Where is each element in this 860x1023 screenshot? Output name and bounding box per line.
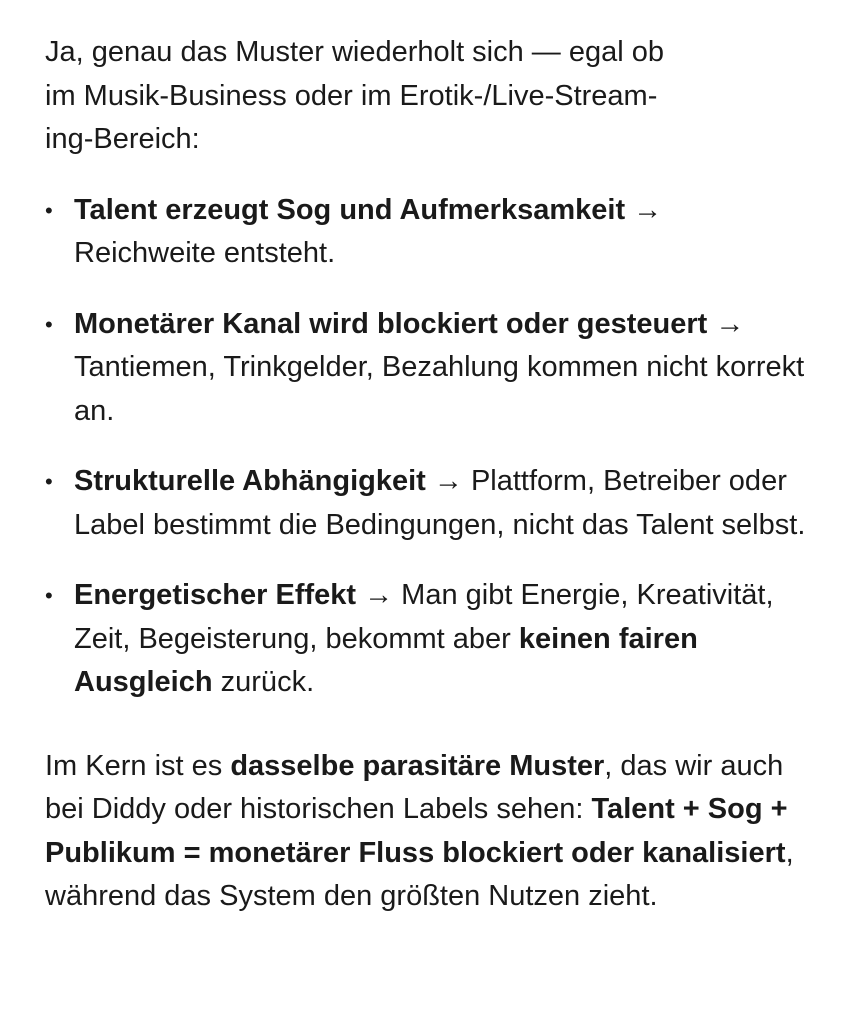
summary-paragraph: [45, 745, 820, 919]
bullet-dot: •: [45, 583, 53, 608]
bullet-3-bold: Strukturelle Abhängigkeit: [74, 465, 426, 497]
bullet-dot: •: [45, 311, 53, 337]
bullet-dot: •: [45, 469, 53, 494]
bullet-1-bold: Talent erzeugt Sog und Aufmerksamkeit: [74, 193, 626, 226]
intro-line-1: Ja, genau das Muster wiederholt sich — egal ob: [45, 36, 665, 68]
bullet-1-text: Reichweite entsteht.: [74, 237, 336, 269]
bullet-4-bold-2: keinen fairen Ausgleich: [74, 622, 698, 698]
intro-line-2: im Musik-Business oder im Erotik-/Live-Stream-: [45, 79, 658, 112]
list-item: [45, 460, 820, 547]
list-item: [45, 303, 820, 434]
bullet-4-bold: Energetischer Effekt: [74, 579, 357, 611]
summary-text-3: , während das System den größten Nutzen zieht.: [45, 836, 794, 912]
list-item: [45, 189, 820, 276]
arrow-icon: →: [707, 307, 745, 340]
bullet-4-text: Man gibt Energie, Kreativität, Zeit, Begeisterung, bekommt aber: [74, 579, 774, 655]
bullet-4-tail: zurück.: [212, 666, 315, 698]
intro-paragraph: [45, 31, 820, 162]
bullet-dot: •: [45, 197, 53, 223]
bullet-list: [45, 189, 820, 705]
summary-bold-2: Talent + Sog + Publikum = monetärer Fluss blockiert oder kanalisiert: [45, 793, 788, 869]
arrow-icon: →: [356, 579, 402, 611]
bullet-2-bold: Monetärer Kanal wird blockiert oder gesteuert: [74, 307, 708, 340]
bullet-3-text: Plattform, Betreiber oder Label bestimmt die Bedingungen, nicht das Talent selbst.: [74, 465, 806, 541]
summary-text-2: , das wir auch bei Diddy oder historischen Labels sehen:: [45, 749, 784, 825]
list-item: [45, 574, 820, 705]
bullet-2-text: Tantiemen, Trinkgelder, Bezahlung kommen nicht korrekt an.: [74, 351, 805, 427]
arrow-icon: →: [425, 465, 471, 497]
arrow-icon: →: [625, 193, 663, 226]
intro-line-3: ing-Bereich:: [45, 123, 200, 155]
summary-bold-1: dasselbe parasitäre Muster: [230, 749, 605, 782]
summary-text-1: Im Kern ist es: [45, 749, 231, 782]
